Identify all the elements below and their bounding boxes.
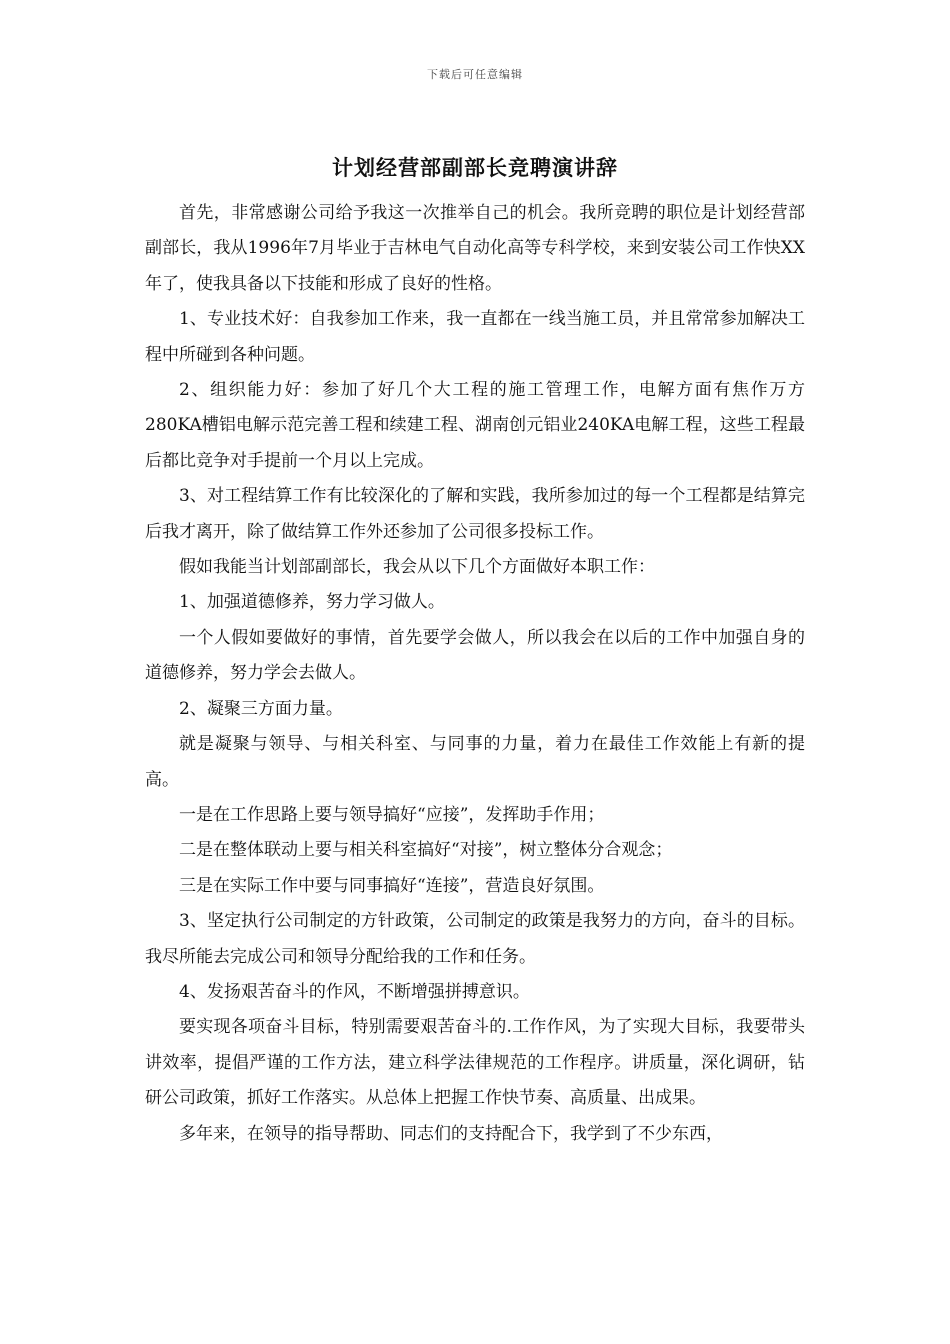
paragraph-2: 1、专业技术好：自我参加工作来，我一直都在一线当施工员，并且常常参加解决工程中所碰到各种问题。 <box>145 309 805 365</box>
paragraph-1: 首先，非常感谢公司给予我这一次推举自己的机会。我所竞聘的职位是计划经营部副部长，我从1996年7月毕业于吉林电气自动化高等专科学校，来到安装公司工作快XX年了，使我具备以下技能和形成了良好的性格。 <box>145 203 805 294</box>
paragraph-4: 3、对工程结算工作有比较深化的了解和实践，我所参加过的每一个工程都是结算完后我才离开，除了做结算工作外还参加了公司很多投标工作。 <box>145 486 805 542</box>
paragraph-8: 2、凝聚三方面力量。 <box>179 698 343 719</box>
paragraph-14: 4、发扬艰苦奋斗的作风，不断增强拼搏意识。 <box>179 981 530 1002</box>
document-body <box>145 196 805 1152</box>
paragraph-5: 假如我能当计划部副部长，我会从以下几个方面做好本职工作： <box>179 557 655 578</box>
header-note: 下载后可任意编辑 <box>427 68 523 81</box>
paragraph-6: 1、加强道德修养，努力学习做人。 <box>179 592 445 613</box>
document-title: 计划经营部副部长竞聘演讲辞 <box>332 155 618 180</box>
paragraph-12: 三是在实际工作中要与同事搞好“连接”，营造良好氛围。 <box>179 875 605 896</box>
paragraph-11: 二是在整体联动上要与相关科室搞好“对接”，树立整体分合观念； <box>179 840 673 861</box>
paragraph-16: 多年来，在领导的指导帮助、同志们的支持配合下，我学到了不少东西， <box>179 1123 723 1144</box>
paragraph-13: 3、坚定执行公司制定的方针政策，公司制定的政策是我努力的方向，奋斗的目标。我尽所能去完成公司和领导分配给我的工作和任务。 <box>145 911 805 967</box>
paragraph-15: 要实现各项奋斗目标，特别需要艰苦奋斗的.工作作风，为了实现大目标，我要带头讲效率，提倡严谨的工作方法，建立科学法律规范的工作程序。讲质量，深化调研，钻研公司政策，抓好工作落实。从总体上把握工作快节奏、高质量、出成果。 <box>145 1017 805 1109</box>
paragraph-3: 2、组织能力好：参加了好几个大工程的施工管理工作，电解方面有焦作万方280KA槽铝电解示范完善工程和续建工程、湖南创元铝业240KA电解工程，这些工程最后都比竞争对手提前一个月以上完成。 <box>145 380 805 471</box>
paragraph-9: 就是凝聚与领导、与相关科室、与同事的力量，着力在最佳工作效能上有新的提高。 <box>145 734 805 790</box>
paragraph-10: 一是在工作思路上要与领导搞好“应接”，发挥助手作用； <box>179 804 605 825</box>
paragraph-7: 一个人假如要做好的事情，首先要学会做人，所以我会在以后的工作中加强自身的道德修养，努力学会去做人。 <box>145 627 805 684</box>
